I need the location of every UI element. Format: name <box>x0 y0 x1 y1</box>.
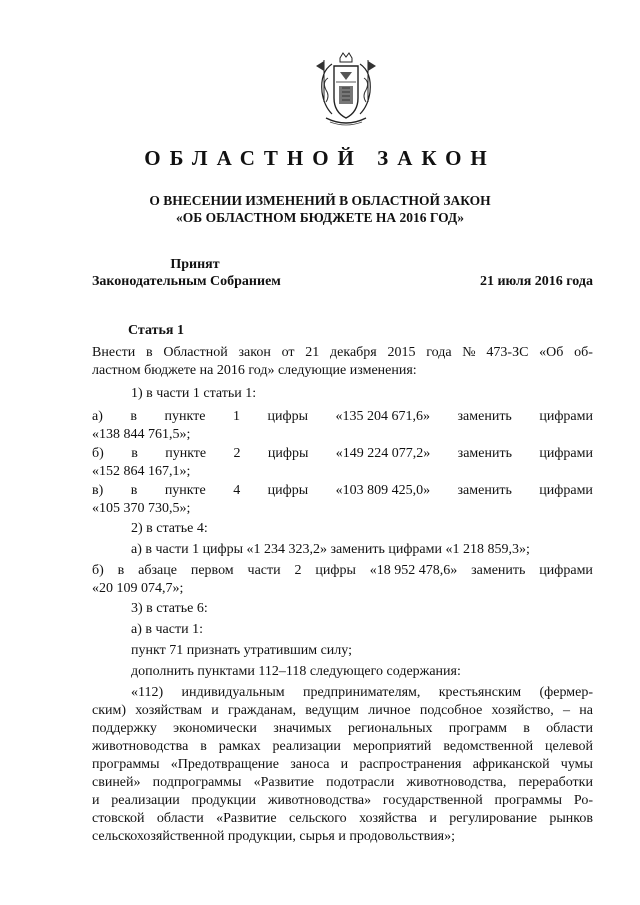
word: б) <box>92 446 104 461</box>
word: цифрами <box>539 446 593 461</box>
paragraph-line: 2) в статье 4: <box>131 521 208 536</box>
paragraph-line <box>92 344 593 362</box>
word: переработки <box>518 775 593 790</box>
word: заменить <box>457 409 512 424</box>
paragraph-line <box>131 684 593 702</box>
paragraph-line <box>92 720 593 738</box>
word: в <box>145 345 153 360</box>
word: на <box>579 703 593 718</box>
word: хозяйство, <box>491 703 554 718</box>
law-title-line-1: О ВНЕСЕНИИ ИЗМЕНЕНИЙ В ОБЛАСТНОЙ ЗАКОН <box>149 193 491 208</box>
word: в <box>117 563 125 578</box>
word: подотрасли <box>326 775 395 790</box>
word: в <box>523 721 530 736</box>
word: хозяйствам <box>135 703 203 718</box>
word: абзаце <box>138 563 177 578</box>
word: 2 <box>233 446 241 461</box>
word: заменить <box>457 446 512 461</box>
word: ведущим <box>305 703 360 718</box>
paragraph-line: 3) в статье 6: <box>131 601 208 616</box>
word: чумы <box>560 757 593 772</box>
word: заменить <box>471 563 526 578</box>
paragraph-line <box>92 774 593 792</box>
word: крестьянским <box>438 685 522 700</box>
word: продукции <box>191 793 257 808</box>
article-heading: Статья 1 <box>128 323 184 338</box>
word: подпрограммы <box>152 775 242 790</box>
word: хозяйства <box>359 811 417 826</box>
paragraph-line: 1) в части 1 статьи 1: <box>131 386 257 401</box>
word: подсобное <box>419 703 483 718</box>
paragraph-line: а) в части 1 цифры «1 234 323,2» заменить цифрами «1 218 859,3»; <box>131 542 530 557</box>
word: «Развитие <box>216 811 277 826</box>
word: регулирование <box>449 811 537 826</box>
word: Областной <box>163 345 228 360</box>
word: «18 952 478,6» <box>369 563 458 578</box>
adopted-by-label: Законодательным Собранием <box>92 274 281 289</box>
word: Внести <box>92 345 136 360</box>
word: 2015 <box>387 345 416 360</box>
word: реализации <box>272 739 341 754</box>
paragraph-line <box>92 738 593 756</box>
word: цифрами <box>539 483 593 498</box>
word: рамках <box>218 739 261 754</box>
word: 2 <box>294 563 302 578</box>
word: реализации <box>111 793 180 808</box>
word: цифры <box>267 446 309 461</box>
word: «112) <box>131 685 164 700</box>
law-title-line-2: «ОБ ОБЛАСТНОМ БЮДЖЕТЕ НА 2016 ГОД» <box>176 210 464 225</box>
word: части <box>247 563 281 578</box>
word: гражданам, <box>227 703 296 718</box>
word: заменить <box>457 483 512 498</box>
word: пункте <box>164 483 206 498</box>
word: и <box>429 811 437 826</box>
word: «103 809 425,0» <box>335 483 431 498</box>
paragraph-line <box>92 810 593 828</box>
word: цифрами <box>539 409 593 424</box>
paragraph-line <box>92 702 593 720</box>
word: предпринимателям, <box>303 685 421 700</box>
word: программ <box>448 721 507 736</box>
word: «Об <box>539 345 564 360</box>
paragraph-line: «105 370 730,5»; <box>92 501 191 516</box>
paragraph-line <box>92 445 593 463</box>
word: животноводства» <box>267 793 372 808</box>
adoption-date: 21 июля 2016 года <box>479 274 593 289</box>
word: рынков <box>549 811 593 826</box>
paragraph-line <box>92 792 593 810</box>
word: животноводства <box>92 739 189 754</box>
word: ским) <box>92 703 127 718</box>
word: 21 <box>305 345 320 360</box>
paragraph-line <box>92 562 593 580</box>
word: животноводства, <box>406 775 507 790</box>
word: цифрами <box>539 563 593 578</box>
paragraph-line: дополнить пунктами 112–118 следующего содержания: <box>131 664 461 679</box>
word: в <box>130 483 138 498</box>
word: распространения <box>359 757 462 772</box>
word: экономически <box>173 721 257 736</box>
word: года <box>426 345 452 360</box>
word: свиней» <box>92 775 141 790</box>
word: Ро- <box>573 793 593 808</box>
paragraph-line: пункт 71 признать утратившим силу; <box>131 643 352 658</box>
word: а) <box>92 409 103 424</box>
word: декабря <box>330 345 377 360</box>
word: области <box>156 811 204 826</box>
word: и <box>92 793 100 808</box>
word: государственной <box>382 793 483 808</box>
word: – <box>563 703 571 718</box>
word: 4 <box>233 483 241 498</box>
word: цифры <box>267 409 308 424</box>
word: целевой <box>545 739 593 754</box>
word: значимых <box>273 721 332 736</box>
word: 1 <box>233 409 240 424</box>
word: мероприятий <box>352 739 432 754</box>
word: пункте <box>164 409 206 424</box>
word: № <box>462 345 476 360</box>
word: «Предотвращение <box>170 757 280 772</box>
word: области <box>546 721 593 736</box>
word: поддержку <box>92 721 157 736</box>
word: «Развитие <box>253 775 315 790</box>
word: ведомственной <box>443 739 534 754</box>
word: (фермер- <box>539 685 593 700</box>
word: индивидуальным <box>181 685 285 700</box>
word: «135 204 671,6» <box>335 409 430 424</box>
paragraph-line: сельскохозяйственной продукции, сырья и продовольствия»; <box>92 829 456 844</box>
word: пункте <box>165 446 207 461</box>
word: личное <box>368 703 411 718</box>
paragraph-line: «152 864 167,1»; <box>92 464 191 479</box>
paragraph-line <box>92 408 593 426</box>
word: в <box>131 446 138 461</box>
word: «149 224 077,2» <box>335 446 431 461</box>
paragraph-line: а) в части 1: <box>131 622 203 637</box>
word: цифры <box>267 483 309 498</box>
word: стовской <box>92 811 145 826</box>
word: сельского <box>288 811 347 826</box>
word: б) <box>92 563 104 578</box>
word: региональных <box>347 721 433 736</box>
word: в <box>130 409 138 424</box>
word: программы <box>92 757 160 772</box>
word: первом <box>190 563 234 578</box>
word: заноса <box>290 757 330 772</box>
paragraph-line: ластном бюджете на 2016 год» следующие изменения: <box>92 363 417 378</box>
word: программы <box>494 793 563 808</box>
word: об- <box>574 345 593 360</box>
adopted-label: Принят <box>170 257 220 272</box>
law-type-heading: ОБЛАСТНОЙ ЗАКОН <box>144 146 496 170</box>
word: закон <box>238 345 271 360</box>
word: и <box>340 757 349 772</box>
word: африканской <box>472 757 550 772</box>
word: 473-ЗС <box>486 345 529 360</box>
paragraph-line <box>92 482 593 500</box>
paragraph-line: «20 109 074,7»; <box>92 581 184 596</box>
word: от <box>281 345 295 360</box>
word: в <box>200 739 207 754</box>
coat-of-arms-emblem <box>312 52 380 128</box>
word: цифры <box>315 563 356 578</box>
paragraph-line: «138 844 761,5»; <box>92 427 191 442</box>
paragraph-line <box>92 756 593 774</box>
word: и <box>211 703 219 718</box>
word: в) <box>92 483 104 498</box>
